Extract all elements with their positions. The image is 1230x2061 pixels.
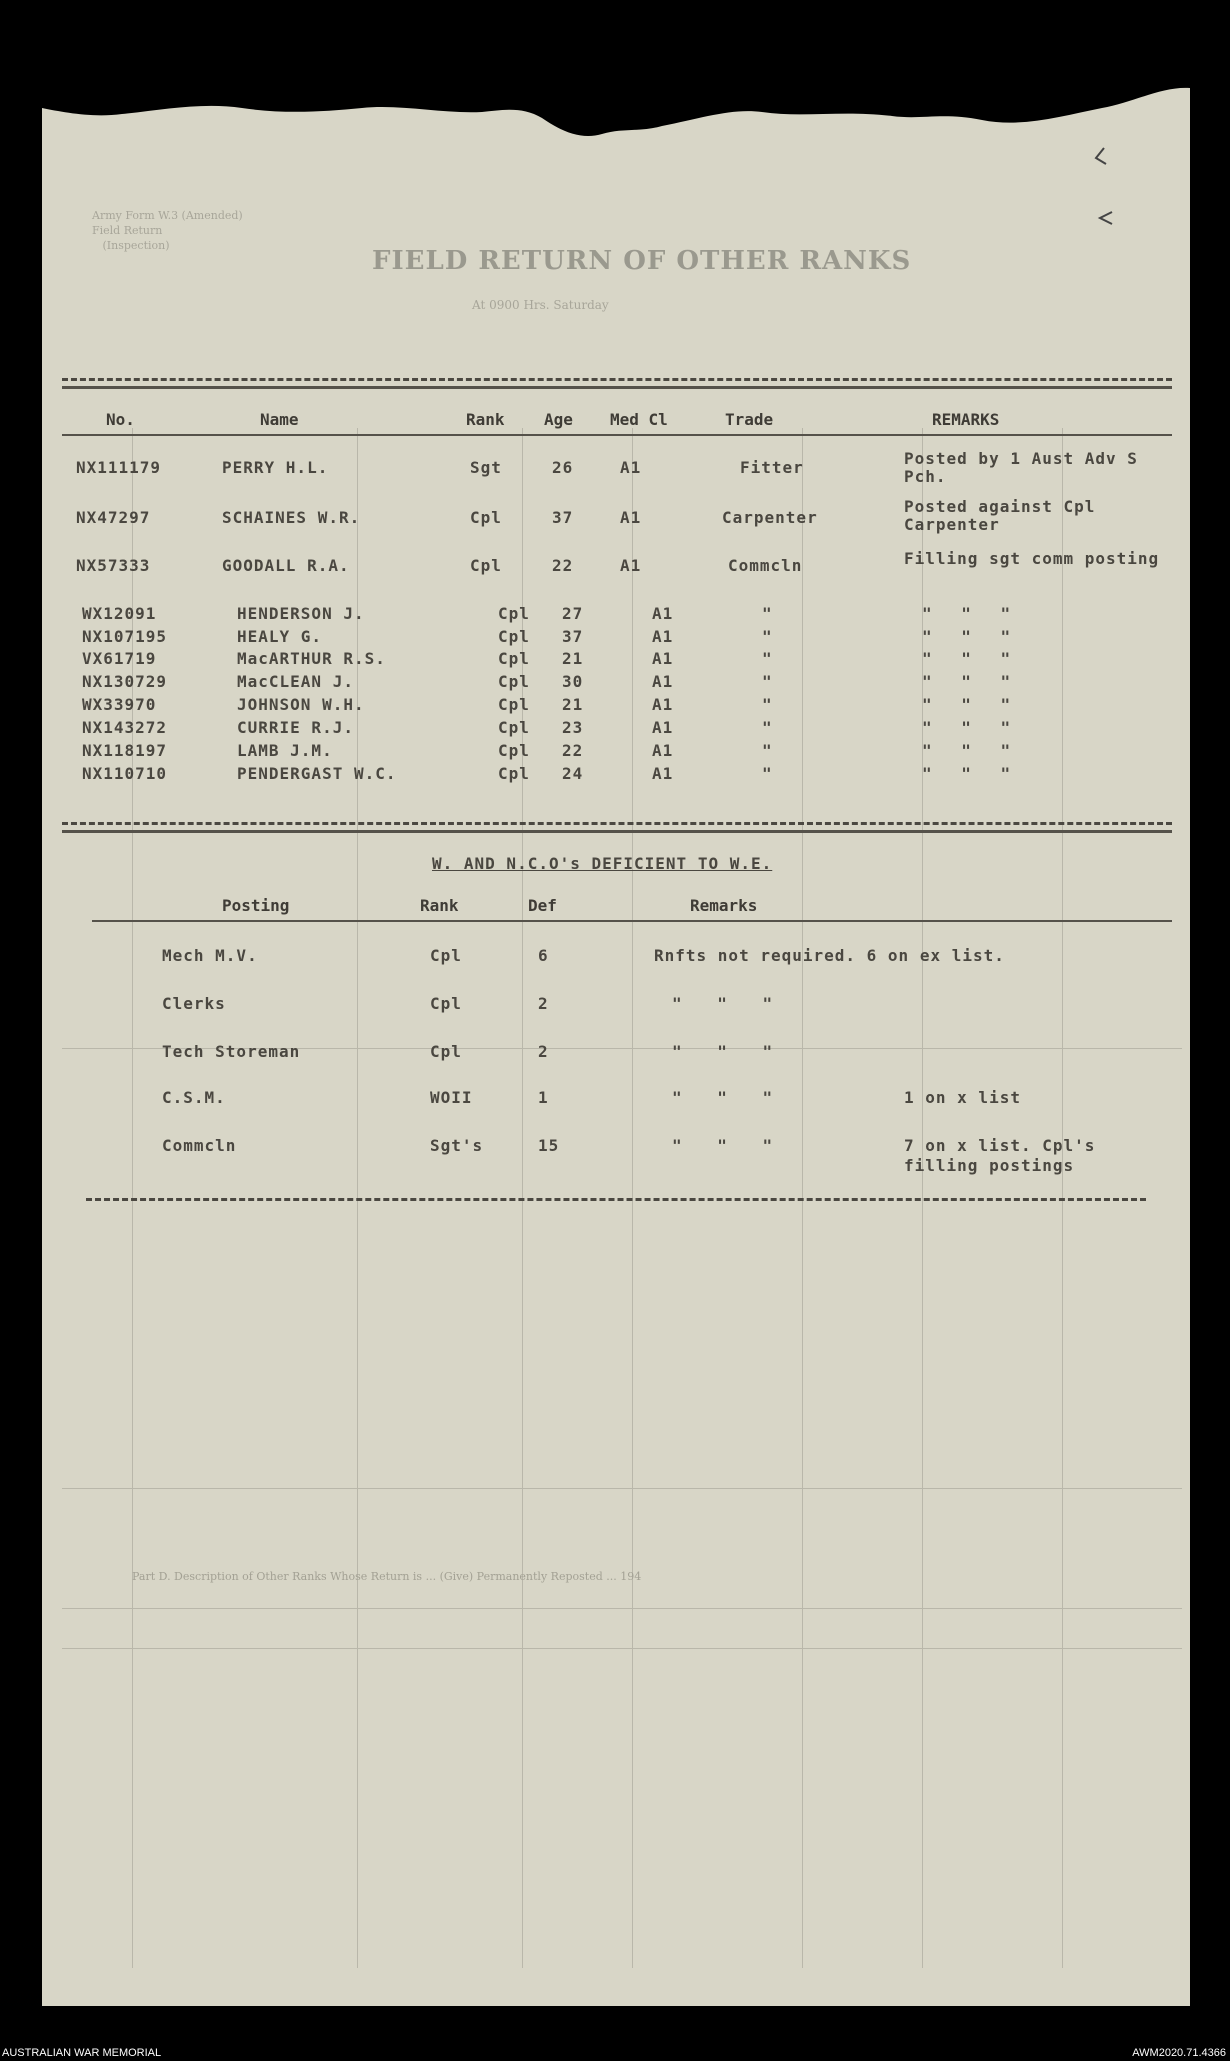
s2-posting: Clerks [162,994,226,1013]
form-fine-print: Part D. Description of Other Ranks Whose Return is ... (Give) Permanently Reposted ... 194 [132,1570,642,1583]
section-one-bottom-rule [62,822,1172,825]
section-one-bottom-rule-2 [62,830,1172,833]
row-remarks: " " " [922,764,1012,783]
row-no: NX57333 [76,556,151,575]
row-med: A1 [620,556,642,575]
section-one-top-rule [62,378,1172,381]
torn-edge [42,48,1190,158]
s2-posting: C.S.M. [162,1088,226,1107]
s2-remarks: " " " [672,994,774,1013]
s2-posting: Mech M.V. [162,946,258,965]
row-no: VX61719 [82,649,157,668]
row-rank: Cpl [498,604,530,623]
section-two-title: W. AND N.C.O's DEFICIENT TO W.E. [432,854,773,873]
col-header-no: No. [106,410,135,429]
s2-remarks: " " " [672,1088,774,1107]
row-remarks: " " " [922,718,1012,737]
s2-remarks: " " " [672,1136,774,1155]
col-header-remarks: REMARKS [932,410,1000,429]
row-trade: Carpenter [722,508,818,527]
s2-note: 1 on x list [904,1088,1021,1107]
document-sheet [42,48,1190,2006]
row-name: CURRIE R.J. [237,718,354,737]
s2-header-underline [92,920,1172,922]
row-name: PERRY H.L. [222,458,329,477]
s2-note: 7 on x list. Cpl's filling postings [904,1136,1096,1175]
row-remarks: " " " [922,741,1012,760]
col-header-age: Age [544,410,573,429]
s2-rank: Cpl [430,994,462,1013]
col-header-med: Med Cl [610,410,668,429]
s2-rank: Cpl [430,946,462,965]
row-med: A1 [652,764,674,783]
row-remarks: Filling sgt comm posting [904,549,1160,568]
row-name: JOHNSON W.H. [237,695,365,714]
row-age: 24 [562,764,584,783]
s2-remarks: Rnfts not required. 6 on ex list. [654,946,1005,965]
row-no: NX143272 [82,718,168,737]
row-med: A1 [652,649,674,668]
row-no: NX107195 [82,627,168,646]
row-trade: Commcln [728,556,803,575]
row-med: A1 [652,718,674,737]
row-name: SCHAINES W.R. [222,508,361,527]
row-name: MacARTHUR R.S. [237,649,386,668]
s2-rank: WOII [430,1088,473,1107]
row-no: NX47297 [76,508,151,527]
row-remarks: " " " [922,627,1012,646]
row-rank: Cpl [498,764,530,783]
row-rank: Cpl [498,741,530,760]
row-rank: Cpl [470,556,502,575]
row-no: NX118197 [82,741,168,760]
s2-header-posting: Posting [222,896,290,915]
section-two-bottom-rule [86,1198,1146,1201]
s2-def: 15 [538,1136,560,1155]
row-trade: " [762,741,773,760]
row-med: A1 [620,458,642,477]
form-subtitle: At 0900 Hrs. Saturday [472,298,609,312]
col-header-trade: Trade [725,410,774,429]
section-one-top-rule-2 [62,386,1172,389]
row-no: NX130729 [82,672,168,691]
row-age: 37 [562,627,584,646]
row-med: A1 [652,741,674,760]
row-no: WX33970 [82,695,157,714]
row-remarks: Posted by 1 Aust Adv S Pch. [904,449,1138,486]
s2-posting: Tech Storeman [162,1042,301,1061]
footer-left: AUSTRALIAN WAR MEMORIAL [2,2047,162,2059]
row-name: LAMB J.M. [237,741,333,760]
s2-posting: Commcln [162,1136,237,1155]
row-name: MacCLEAN J. [237,672,354,691]
pencil-marks [1082,136,1132,236]
row-age: 23 [562,718,584,737]
row-remarks: " " " [922,649,1012,668]
row-med: A1 [652,604,674,623]
row-trade: " [762,718,773,737]
row-remarks: " " " [922,604,1012,623]
row-name: PENDERGAST W.C. [237,764,397,783]
s2-rank: Cpl [430,1042,462,1061]
row-trade: " [762,627,773,646]
row-no: NX110710 [82,764,168,783]
row-age: 37 [552,508,574,527]
row-rank: Cpl [498,627,530,646]
row-remarks: " " " [922,672,1012,691]
s2-def: 6 [538,946,549,965]
row-name: HEALY G. [237,627,323,646]
row-no: NX111179 [76,458,162,477]
row-med: A1 [652,672,674,691]
row-age: 21 [562,695,584,714]
col-header-rank: Rank [466,410,505,429]
row-med: A1 [652,627,674,646]
s2-remarks: " " " [672,1042,774,1061]
row-age: 27 [562,604,584,623]
row-age: 26 [552,458,574,477]
row-rank: Sgt [470,458,502,477]
row-trade: " [762,695,773,714]
col-header-name: Name [260,410,299,429]
form-title: FIELD RETURN OF OTHER RANKS [372,246,912,276]
row-rank: Cpl [498,695,530,714]
row-rank: Cpl [498,718,530,737]
form-corner-print: Army Form W.3 (Amended) Field Return (Inspection) [92,209,243,252]
row-rank: Cpl [498,672,530,691]
row-remarks: " " " [922,695,1012,714]
s2-def: 2 [538,1042,549,1061]
footer-right: AWM2020.71.4366 [1132,2047,1226,2059]
row-name: GOODALL R.A. [222,556,350,575]
row-med: A1 [620,508,642,527]
row-age: 22 [552,556,574,575]
s2-rank: Sgt's [430,1136,484,1155]
s2-header-def: Def [528,896,557,915]
row-trade: " [762,764,773,783]
row-rank: Cpl [470,508,502,527]
row-trade: " [762,672,773,691]
row-med: A1 [652,695,674,714]
row-age: 22 [562,741,584,760]
row-rank: Cpl [498,649,530,668]
s2-def: 2 [538,994,549,1013]
row-trade: Fitter [740,458,804,477]
col-header-underline [62,434,1172,436]
row-age: 21 [562,649,584,668]
row-name: HENDERSON J. [237,604,365,623]
row-no: WX12091 [82,604,157,623]
s2-header-rank: Rank [420,896,459,915]
s2-header-remarks: Remarks [690,896,758,915]
row-trade: " [762,649,773,668]
s2-def: 1 [538,1088,549,1107]
row-age: 30 [562,672,584,691]
row-trade: " [762,604,773,623]
row-remarks: Posted against Cpl Carpenter [904,497,1096,534]
